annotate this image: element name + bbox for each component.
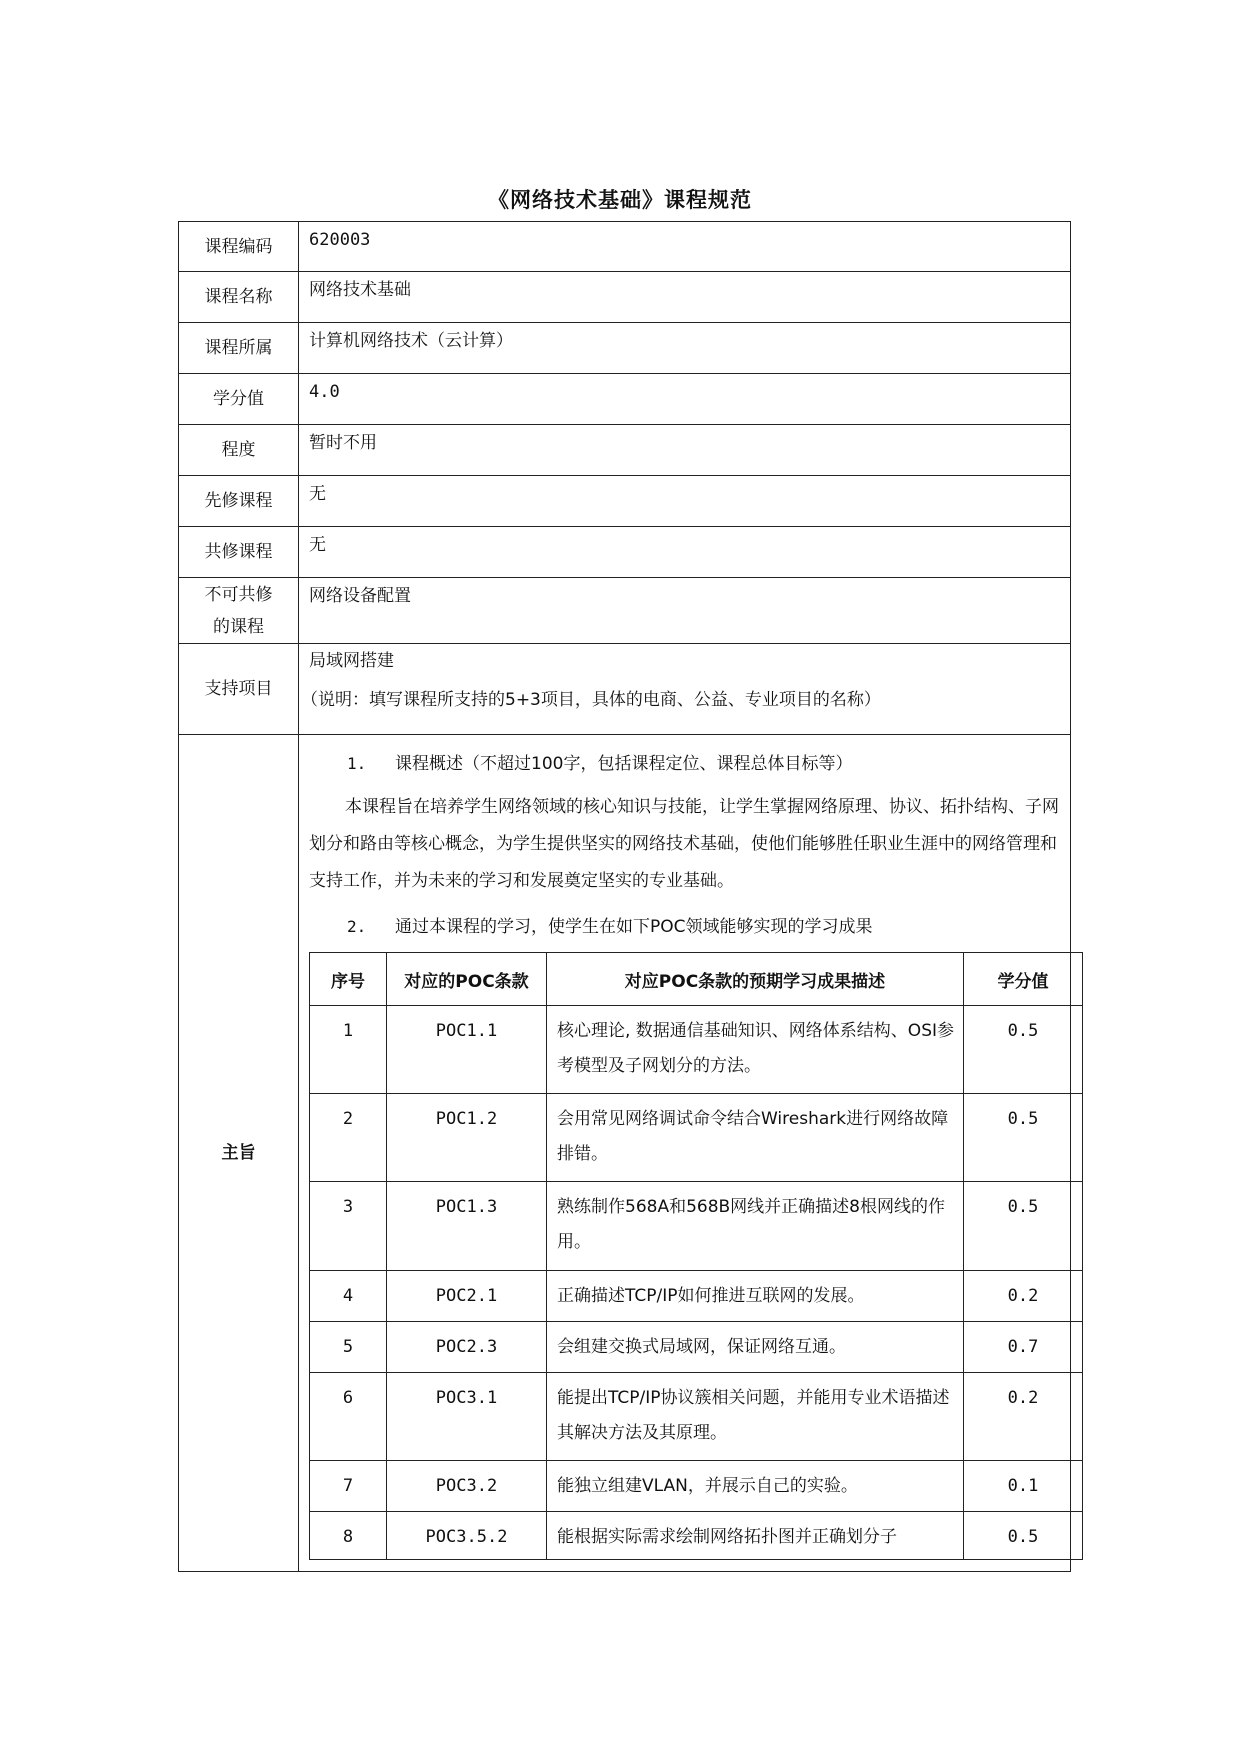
table-row bbox=[179, 476, 1071, 527]
cell-no: 7 bbox=[310, 1461, 387, 1512]
cell-poc: POC3.1 bbox=[387, 1373, 547, 1461]
column-header: 对应的POC条款 bbox=[387, 953, 547, 1006]
table-row bbox=[310, 1094, 1083, 1182]
field-value bbox=[299, 644, 1071, 735]
table-row bbox=[179, 425, 1071, 476]
field-value: 4.0 bbox=[299, 374, 1071, 425]
cell-credit: 0.5 bbox=[964, 1182, 1083, 1271]
purpose-cell bbox=[299, 735, 1071, 1572]
column-header: 学分值 bbox=[964, 953, 1083, 1006]
field-label-line: 不可共修 bbox=[204, 584, 273, 605]
field-label: 程度 bbox=[179, 425, 299, 476]
table-row bbox=[310, 1461, 1083, 1512]
table-row bbox=[310, 1006, 1083, 1094]
field-value: 暂时不用 bbox=[299, 425, 1071, 476]
cell-no: 3 bbox=[310, 1182, 387, 1271]
field-label: 主旨 bbox=[179, 735, 299, 1572]
project-name: 局域网搭建 bbox=[309, 651, 394, 671]
column-header: 序号 bbox=[310, 953, 387, 1006]
cell-credit: 0.5 bbox=[964, 1094, 1083, 1182]
table-row bbox=[179, 735, 1071, 1572]
cell-no: 8 bbox=[310, 1512, 387, 1560]
cell-no: 6 bbox=[310, 1373, 387, 1461]
cell-credit: 0.7 bbox=[964, 1322, 1083, 1373]
cell-credit: 0.2 bbox=[964, 1271, 1083, 1322]
section-heading bbox=[309, 908, 1062, 946]
cell-desc: 会用常见网络调试命令结合Wireshark进行网络故障排错。 bbox=[547, 1094, 964, 1182]
field-label bbox=[179, 578, 299, 644]
table-header-row bbox=[310, 953, 1083, 1006]
course-summary: 本课程旨在培养学生网络领域的核心知识与技能，让学生掌握网络原理、协议、拓扑结构、子网划分和路由等核心概念，为学生提供坚实的网络技术基础，使他们能够胜任职业生涯中的网络管理和支持工作，并为未来的学习和发展奠定坚实的专业基础。 bbox=[309, 797, 1059, 891]
field-value: 无 bbox=[299, 527, 1071, 578]
table-row bbox=[179, 644, 1071, 735]
cell-credit: 0.5 bbox=[964, 1006, 1083, 1094]
field-label-line: 的课程 bbox=[213, 616, 264, 637]
field-label: 课程名称 bbox=[179, 272, 299, 323]
table-row bbox=[310, 1322, 1083, 1373]
cell-no: 4 bbox=[310, 1271, 387, 1322]
cell-poc: POC1.2 bbox=[387, 1094, 547, 1182]
field-value: 网络技术基础 bbox=[299, 272, 1071, 323]
cell-desc: 熟练制作568A和568B网线并正确描述8根网线的作用。 bbox=[547, 1182, 964, 1271]
cell-credit: 0.5 bbox=[964, 1512, 1083, 1560]
cell-poc: POC3.2 bbox=[387, 1461, 547, 1512]
section-number: 2. bbox=[347, 917, 367, 936]
field-label: 学分值 bbox=[179, 374, 299, 425]
cell-no: 2 bbox=[310, 1094, 387, 1182]
field-value: 620003 bbox=[299, 222, 1071, 272]
column-header: 对应POC条款的预期学习成果描述 bbox=[547, 953, 964, 1006]
cell-no: 5 bbox=[310, 1322, 387, 1373]
poc-outcomes-table bbox=[309, 952, 1083, 1560]
cell-poc: POC2.3 bbox=[387, 1322, 547, 1373]
table-row bbox=[179, 323, 1071, 374]
section-heading-text: 通过本课程的学习，使学生在如下POC领域能够实现的学习成果 bbox=[395, 917, 873, 937]
table-row bbox=[310, 1182, 1083, 1271]
page-title: 《网络技术基础》课程规范 bbox=[488, 188, 752, 212]
field-label: 支持项目 bbox=[179, 644, 299, 735]
field-label: 课程编码 bbox=[179, 222, 299, 272]
table-row bbox=[179, 222, 1071, 272]
section-heading bbox=[309, 745, 1062, 783]
table-row bbox=[179, 374, 1071, 425]
table-row bbox=[179, 578, 1071, 644]
cell-desc: 能提出TCP/IP协议簇相关问题，并能用专业术语描述其解决方法及其原理。 bbox=[547, 1373, 964, 1461]
cell-desc: 核心理论, 数据通信基础知识、网络体系结构、OSI参考模型及子网划分的方法。 bbox=[547, 1006, 964, 1094]
cell-credit: 0.2 bbox=[964, 1373, 1083, 1461]
cell-desc: 能根据实际需求绘制网络拓扑图并正确划分子 bbox=[547, 1512, 964, 1560]
table-row bbox=[310, 1271, 1083, 1322]
cell-poc: POC1.3 bbox=[387, 1182, 547, 1271]
section-heading-text: 课程概述（不超过100字，包括课程定位、课程总体目标等） bbox=[395, 754, 853, 774]
table-row bbox=[179, 272, 1071, 323]
field-value: 无 bbox=[299, 476, 1071, 527]
table-row bbox=[310, 1512, 1083, 1560]
field-value: 计算机网络技术（云计算） bbox=[299, 323, 1071, 374]
cell-no: 1 bbox=[310, 1006, 387, 1094]
course-spec-table bbox=[178, 221, 1071, 1572]
cell-poc: POC1.1 bbox=[387, 1006, 547, 1094]
section-number: 1. bbox=[347, 754, 367, 773]
cell-desc: 正确描述TCP/IP如何推进互联网的发展。 bbox=[547, 1271, 964, 1322]
project-note: （说明：填写课程所支持的5+3项目，具体的电商、公益、专业项目的名称） bbox=[301, 690, 881, 710]
cell-credit: 0.1 bbox=[964, 1461, 1083, 1512]
field-label: 共修课程 bbox=[179, 527, 299, 578]
field-label: 课程所属 bbox=[179, 323, 299, 374]
cell-poc: POC2.1 bbox=[387, 1271, 547, 1322]
table-row bbox=[179, 527, 1071, 578]
cell-desc: 能独立组建VLAN，并展示自己的实验。 bbox=[547, 1461, 964, 1512]
cell-desc: 会组建交换式局域网，保证网络互通。 bbox=[547, 1322, 964, 1373]
field-label: 先修课程 bbox=[179, 476, 299, 527]
cell-poc: POC3.5.2 bbox=[387, 1512, 547, 1560]
field-value: 网络设备配置 bbox=[299, 578, 1071, 644]
table-row bbox=[310, 1373, 1083, 1461]
